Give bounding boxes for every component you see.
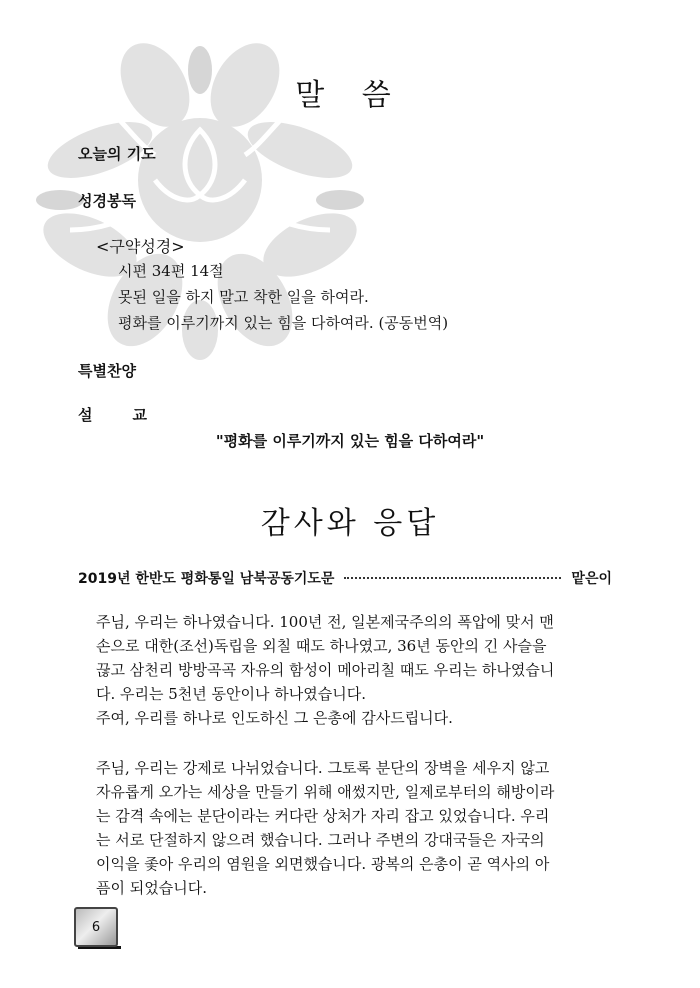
paragraph-line: 는 서로 단절하지 않으려 했습니다. 그러나 주변의 강대국들은 자국의	[96, 831, 545, 849]
sermon-heading	[78, 404, 187, 425]
scripture-reading-heading: 성경봉독	[78, 192, 136, 210]
prayer-heading	[78, 568, 612, 588]
sermon-label-part-2: 교	[132, 406, 147, 424]
paragraph-line: 자유롭게 오가는 세상을 만들기 위해 애썼지만, 일제로부터의 해방이라	[96, 783, 555, 801]
page-number: 6	[74, 907, 118, 947]
page-title: 말 씀	[295, 78, 405, 113]
paragraph-line: 주님, 우리는 하나였습니다. 100년 전, 일본제국주의의 폭압에 맞서 맨	[96, 613, 554, 631]
sermon-title: "평화를 이루기까지 있는 힘을 다하여라"	[215, 432, 485, 450]
section-title: 감사와 응답	[260, 506, 440, 541]
paragraph-line: 이익을 좇아 우리의 염원을 외면했습니다. 광복의 은총이 곧 역사의 아	[96, 855, 550, 873]
scripture-reference: 시편 34편 14절	[118, 262, 224, 280]
scripture-line-1: 못된 일을 하지 말고 착한 일을 하여라.	[118, 288, 369, 306]
prayer-paragraph-2	[96, 756, 601, 900]
paragraph-line: 주님, 우리는 강제로 나뉘었습니다. 그토록 분단의 장벽을 세우지 않고	[96, 759, 550, 777]
todays-prayer-heading: 오늘의 기도	[78, 145, 156, 163]
prayer-paragraph-1	[96, 610, 601, 730]
leader-dots	[344, 577, 561, 579]
paragraph-line: 손으로 대한(조선)독립을 외칠 때도 하나였고, 36년 동안의 긴 사슬을	[96, 637, 547, 655]
old-testament-label: <구약성경>	[96, 237, 185, 256]
scripture-line-2: 평화를 이루기까지 있는 힘을 다하여라. (공동번역)	[118, 314, 449, 332]
paragraph-line: 주여, 우리를 하나로 인도하신 그 은총에 감사드립니다.	[96, 709, 453, 727]
paragraph-line: 픔이 되었습니다.	[96, 879, 207, 897]
prayer-title: 2019년 한반도 평화통일 남북공동기도문	[78, 571, 335, 587]
prayer-leader: 맡은이	[571, 571, 612, 587]
paragraph-line: 다. 우리는 5천년 동안이나 하나였습니다.	[96, 685, 366, 703]
special-hymn-heading: 특별찬양	[78, 362, 136, 380]
paragraph-line: 는 감격 속에는 분단이라는 커다란 상처가 자리 잡고 있었습니다. 우리	[96, 807, 550, 825]
sermon-label-part-1: 설	[78, 406, 93, 424]
paragraph-line: 끊고 삼천리 방방곡곡 자유의 함성이 메아리칠 때도 우리는 하나였습니	[96, 661, 555, 679]
